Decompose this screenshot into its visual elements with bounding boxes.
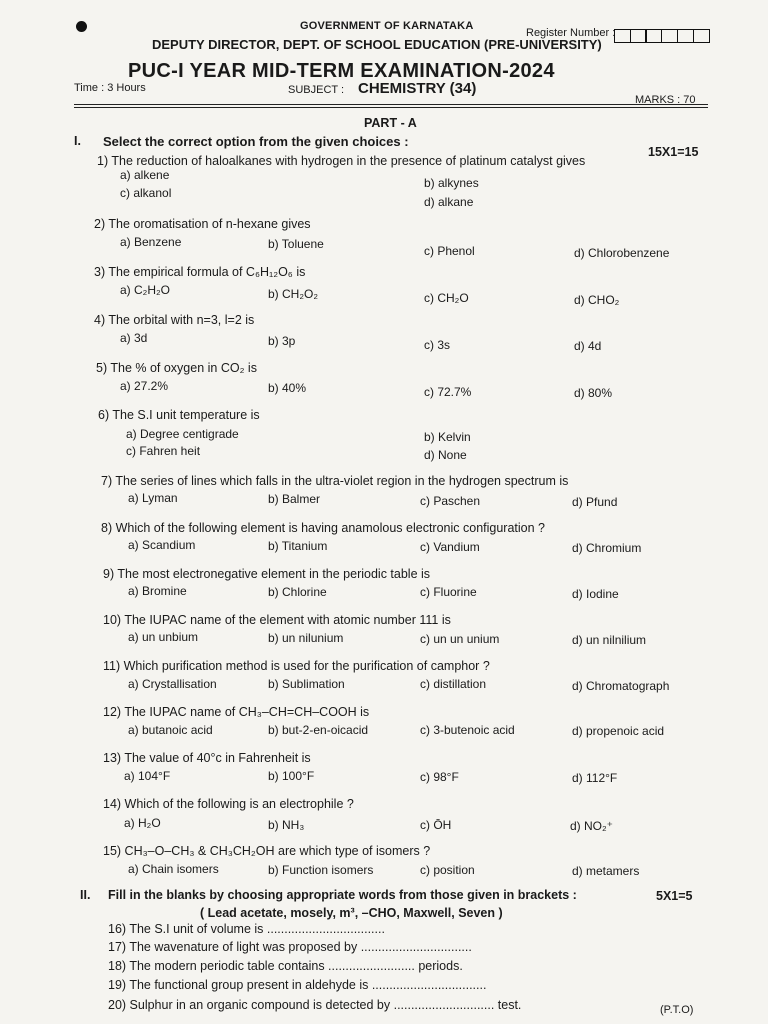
- question-4-option-d: d) 4d: [574, 339, 602, 353]
- question-7-option-c: c) Paschen: [420, 494, 481, 508]
- time-label: Time : 3 Hours: [74, 82, 146, 94]
- exam-title: PUC-I YEAR MID-TERM EXAMINATION-2024: [128, 60, 555, 82]
- question-12-option-c: c) 3-butenoic acid: [420, 723, 515, 737]
- marks-label: MARKS : 70: [635, 94, 696, 106]
- question-4-option-c: c) 3s: [424, 338, 451, 352]
- question-2-option-b: b) Toluene: [268, 237, 324, 251]
- question-1-option-b: b) alkynes: [424, 176, 479, 190]
- part-a-title: PART - A: [364, 116, 417, 130]
- question-15-option-d: d) metamers: [572, 864, 640, 878]
- question-11: 11) Which purification method is used for the purification of camphor ?: [103, 659, 490, 673]
- question-5-option-a: a) 27.2%: [120, 379, 169, 393]
- question-6-option-c: c) Fahren heit: [126, 444, 201, 458]
- question-13: 13) The value of 40°c in Fahrenheit is: [103, 751, 311, 765]
- register-number-boxes[interactable]: [615, 29, 710, 43]
- question-3-option-a: a) C₂H₂O: [120, 283, 170, 297]
- question-13-option-c: c) 98°F: [420, 770, 459, 784]
- question-7: 7) The series of lines which falls in the ultra-violet region in the hydrogen spectrum is: [101, 474, 569, 488]
- subject-label: SUBJECT :: [288, 84, 345, 96]
- question-13-option-a: a) 104°F: [124, 769, 171, 783]
- register-number-label: Register Number :: [526, 27, 616, 39]
- question-6-option-b: b) Kelvin: [424, 430, 471, 444]
- question-7-option-d: d) Pfund: [572, 495, 618, 509]
- question-1: 1) The reduction of haloalkanes with hydrogen in the presence of platinum catalyst gives: [97, 154, 586, 168]
- question-12-option-d: d) propenoic acid: [572, 724, 665, 738]
- question-3-option-d: d) CHO₂: [574, 293, 620, 307]
- question-10-option-d: d) un nilnilium: [572, 633, 647, 647]
- question-15-option-c: c) position: [420, 863, 475, 877]
- question-13-option-d: d) 112°F: [572, 771, 618, 785]
- question-2-option-a: a) Benzene: [120, 235, 182, 249]
- question-6: 6) The S.I unit temperature is: [98, 408, 260, 422]
- question-14: 14) Which of the following is an electrophile ?: [103, 797, 354, 811]
- question-2: 2) The oromatisation of n-hexane gives: [94, 217, 311, 231]
- question-12: 12) The IUPAC name of CH₃–CH=CH–COOH is: [103, 705, 370, 719]
- question-8: 8) Which of the following element is having anamolous electronic configuration ?: [101, 521, 545, 535]
- question-12-option-a: a) butanoic acid: [128, 723, 213, 737]
- department-title: DEPUTY DIRECTOR, DEPT. OF SCHOOL EDUCATION (PRE-UNIVERSITY): [152, 37, 602, 52]
- section-1-instruction: Select the correct option from the given choices :: [103, 134, 409, 149]
- question-9-option-d: d) Iodine: [572, 587, 619, 601]
- question-15-option-a: a) Chain isomers: [128, 862, 219, 876]
- fill-blank-17: 17) The wavenature of light was proposed by ................................: [108, 940, 472, 954]
- question-10-option-a: a) un unbium: [128, 630, 199, 644]
- question-9: 9) The most electronegative element in the periodic table is: [103, 567, 431, 581]
- question-10-option-c: c) un un unium: [420, 632, 500, 646]
- question-4-option-b: b) 3p: [268, 334, 296, 348]
- question-5-option-c: c) 72.7%: [424, 385, 472, 399]
- question-15-option-b: b) Function isomers: [268, 863, 374, 877]
- question-12-option-b: b) but-2-en-oicacid: [268, 723, 369, 737]
- question-11-option-c: c) distillation: [420, 677, 487, 691]
- question-14-option-c: c) ŌH: [420, 818, 452, 832]
- question-14-option-a: a) H₂O: [124, 816, 161, 830]
- question-9-option-a: a) Bromine: [128, 584, 187, 598]
- question-11-option-a: a) Crystallisation: [128, 677, 217, 691]
- section-1-marks: 15X1=15: [648, 145, 699, 159]
- question-3: 3) The empirical formula of C₆H₁₂O₆ is: [94, 265, 306, 279]
- question-5: 5) The % of oxygen in CO₂ is: [96, 361, 257, 375]
- government-label: GOVERNMENT OF KARNATAKA: [300, 20, 474, 32]
- section-1-number: I.: [74, 134, 81, 148]
- question-9-option-c: c) Fluorine: [420, 585, 477, 599]
- section-2-instruction: Fill in the blanks by choosing appropriate words from those given in brackets :: [108, 888, 577, 902]
- fill-blank-19: 19) The functional group present in aldehyde is .................................: [108, 978, 487, 992]
- question-4: 4) The orbital with n=3, l=2 is: [94, 313, 255, 327]
- header-divider-2: [74, 107, 708, 108]
- please-turn-over: (P.T.O): [660, 1004, 694, 1016]
- section-2-number: II.: [80, 888, 91, 902]
- question-7-option-b: b) Balmer: [268, 492, 321, 506]
- section-2-marks: 5X1=5: [656, 889, 693, 903]
- question-13-option-b: b) 100°F: [268, 769, 315, 783]
- question-1-option-a: a) alkene: [120, 168, 170, 182]
- question-1-option-c: c) alkanol: [120, 186, 172, 200]
- question-10: 10) The IUPAC name of the element with atomic number 111 is: [103, 613, 451, 627]
- subject-name: CHEMISTRY (34): [358, 80, 477, 97]
- question-8-option-b: b) Titanium: [268, 539, 328, 553]
- fill-blank-18: 18) The modern periodic table contains ......................... periods.: [108, 959, 463, 973]
- header-divider: [74, 104, 708, 105]
- question-2-option-d: d) Chlorobenzene: [574, 246, 670, 260]
- question-5-option-d: d) 80%: [574, 386, 613, 400]
- fill-blank-16: 16) The S.I unit of volume is ..................................: [108, 922, 385, 936]
- fill-blank-20: 20) Sulphur in an organic compound is detected by ............................. test.: [108, 998, 522, 1012]
- question-4-option-a: a) 3d: [120, 331, 148, 345]
- question-6-option-a: a) Degree centigrade: [126, 427, 239, 441]
- bullet-mark: [76, 21, 87, 32]
- question-11-option-d: d) Chromatograph: [572, 679, 670, 693]
- question-6-option-d: d) None: [424, 448, 467, 462]
- question-7-option-a: a) Lyman: [128, 491, 178, 505]
- question-11-option-b: b) Sublimation: [268, 677, 345, 691]
- question-14-option-d: d) NO₂⁺: [570, 819, 613, 833]
- question-8-option-c: c) Vandium: [420, 540, 480, 554]
- section-2-word-bank: ( Lead acetate, mosely, m³, –CHO, Maxwell, Seven ): [200, 906, 503, 920]
- question-1-option-d: d) alkane: [424, 195, 474, 209]
- question-3-option-c: c) CH₂O: [424, 291, 469, 305]
- question-5-option-b: b) 40%: [268, 381, 307, 395]
- question-8-option-d: d) Chromium: [572, 541, 642, 555]
- question-15: 15) CH₃–O–CH₃ & CH₃CH₂OH are which type of isomers ?: [103, 844, 431, 858]
- question-3-option-b: b) CH₂O₂: [268, 287, 318, 301]
- question-9-option-b: b) Chlorine: [268, 585, 327, 599]
- question-2-option-c: c) Phenol: [424, 244, 475, 258]
- question-14-option-b: b) NH₃: [268, 818, 305, 832]
- question-8-option-a: a) Scandium: [128, 538, 196, 552]
- question-10-option-b: b) un nilunium: [268, 631, 344, 645]
